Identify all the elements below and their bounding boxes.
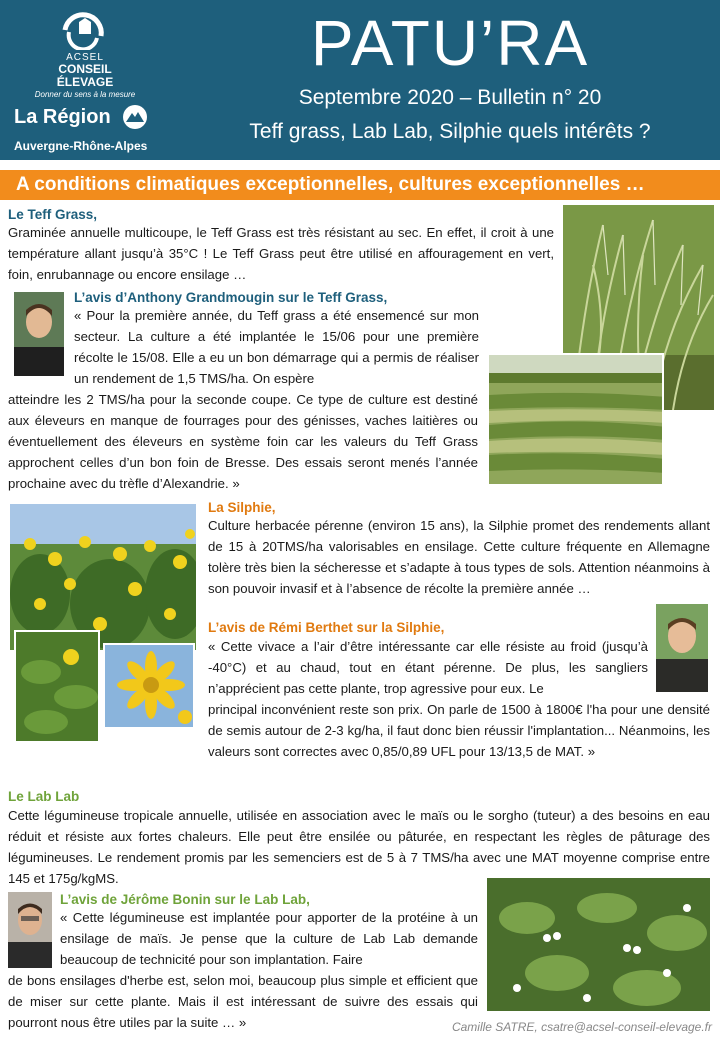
region-logo-sub: Auvergne-Rhône-Alpes (14, 139, 148, 153)
silphie-opinion-heading: L’avis de Rémi Berthet sur la Silphie, (208, 620, 445, 635)
teff-field-photo (487, 353, 664, 486)
silphie-flower-photo (103, 643, 195, 729)
teff-heading: Le Teff Grass, (8, 207, 98, 222)
acsel-logo-tagline: Donner du sens à la mesure (34, 90, 136, 99)
lablab-plant-photo (485, 876, 712, 1013)
region-mountain-icon (121, 104, 149, 135)
silphie-opinion-text-2: principal inconvénient reste son prix. On parle de 1500 à 1800€ l'ha pour une densité de semis autour de 2-3 kg/ha, il faut donc bien réussir l'implantation... Néanmoins, les valeurs sont correctes avec 0,85/0,89 UFL pour 13/13,5 de MAT. » (208, 702, 710, 759)
teff-intro: Graminée annuelle multicoupe, le Teff Grass est très résistant au sec. En effet, il croit à une température allant jusqu’à 35°C ! Le Teff Grass peut être utilisé en affouragement en vert, foin, enrubannage ou encore ensilage … (8, 225, 554, 282)
teff-opinion-heading: L’avis d’Anthony Grandmougin sur le Teff Grass, (74, 290, 388, 305)
teff-opinion-text-2: atteindre les 2 TMS/ha pour la seconde coupe. Ce type de culture est destiné aux éleveurs en manque de fourrages pour des génisses, vaches laitières ou éventuellement des éleveurs en système foin car les valeurs du Teff Grass approchent celles d’un bon foin de Bresse. Des essais seront menés l’année prochaine avec du trèfle d’Alexandrie. » (8, 392, 478, 491)
silphie-intro: Culture herbacée pérenne (environ 15 ans), la Silphie promet des rendements allant de 15 à 20TMS/ha valorisables en ensilage. Cette culture fréquente en Allemagne tolère très bien la sécheresse et s’adapte à tous types de sols. Attention néanmoins à son pouvoir invasif et à l’absence de récolte la première année … (208, 518, 710, 596)
silphie-opinion-text-1: « Cette vivace a l’air d’être intéressante car elle résiste au froid (jusqu’à -40°C) et au chaud, tout en étant pérenne. De plus, les sangliers n’apprécient pas cette plante, trop agressive pour eux. Le (208, 639, 648, 696)
footer-contact: Camille SATRE, csatre@acsel-conseil-elevage.fr (451, 1020, 712, 1034)
lablab-opinion-text-1: « Cette légumineuse est implantée pour apporter de la protéine à un ensilage de maïs. Je pense que la culture de Lab Lab demande beaucoup de technicité pour son implantation. Faire (60, 910, 478, 967)
region-logo-name: La Région (14, 106, 111, 128)
acsel-logo (30, 10, 140, 100)
bulletin-title: PATU’RA (310, 7, 590, 79)
remi-portrait (656, 604, 708, 692)
lablab-opinion-heading: L’avis de Jérôme Bonin sur le Lab Lab, (60, 892, 310, 907)
bulletin-subtitle: Septembre 2020 – Bulletin n° 20 (298, 86, 602, 109)
jerome-portrait (8, 892, 52, 968)
lablab-intro: Cette légumineuse tropicale annuelle, utilisée en association avec le maïs ou le sorgho (tuteur) a des besoins en eau réduit et résiste aux fortes chaleurs. Elle peut être ensilée ou pâturée, en respectant les règles de pâturage des légumineuses. Le rendement promis par les semenciers est de 5 à 7 TMS/ha avec une MAT moyenne comprise entre 145 et 175g/kgMS. (8, 808, 710, 886)
section-banner: A conditions climatiques exceptionnelles, cultures exceptionnelles … (0, 170, 720, 200)
acsel-logo-icon (55, 10, 115, 50)
header-banner (0, 0, 720, 160)
lablab-opinion-text-2: de bons ensilages d'herbe est, selon moi, beaucoup plus simple et efficient que de miser sur cette plante. Mais il est intéressant de suivre des essais qui pourront nous être utiles par la suite … » (8, 973, 478, 1030)
region-logo (14, 106, 149, 153)
silphie-plant-photo (14, 630, 100, 743)
teff-opinion-text-1: « Pour la première année, du Teff grass a été ensemencé sur mon secteur. La culture a été implantée le 15/06 pour une première récolte le 15/08. Elle a eu un bon démarrage qui a permis de réaliser un rendement de 1,5 TMS/ha. On espère (74, 308, 479, 386)
lablab-heading: Le Lab Lab (8, 789, 80, 804)
acsel-logo-line2: CONSEIL ÉLEVAGE (56, 62, 114, 89)
anthony-portrait (14, 292, 64, 376)
silphie-heading: La Silphie, (208, 500, 276, 515)
acsel-logo-line1: ACSEL (66, 52, 104, 63)
bulletin-topic: Teff grass, Lab Lab, Silphie quels intérêts ? (249, 120, 651, 143)
